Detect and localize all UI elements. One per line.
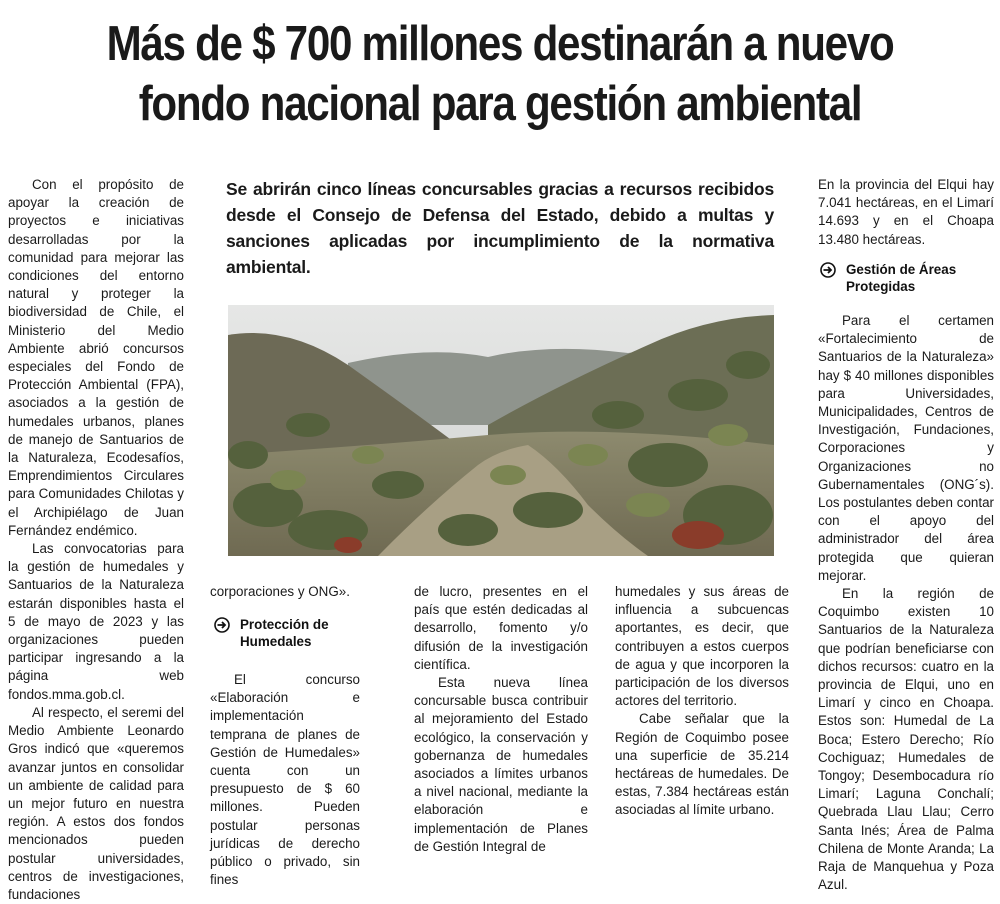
paragraph: Esta nueva línea concursable busca contribuir al mejoramiento del Estado ecológico, la conservación y gobernanza de humedales asociados a límites urbanos a nivel nacional, mediante la elaboración e implementación de Planes de Gestión Integral de: [414, 675, 588, 854]
paragraph: Las convocatorias para la gestión de humedales y Santuarios de la Naturaleza estarán disponibles hasta el 5 de mayo de 2023 y las organizaciones pueden participar ingresando a la página web fondos.mma.gob.cl.: [8, 541, 184, 702]
landscape-photo: [228, 305, 774, 556]
deck: Se abrirán cinco líneas concursables gracias a recursos recibidos desde el Consejo de Defensa del Estado, debido a multas y sanciones aplicadas por incumplimiento de la normativa ambiental.: [226, 179, 774, 277]
subheading-humedales: [214, 616, 354, 650]
column-4: [615, 583, 789, 820]
column-5-body: [818, 312, 994, 895]
paragraph: Al respecto, el seremi del Medio Ambiente Leonardo Gros indicó que «queremos avanzar juntos en consolidar un ambiente de calidad para un mejor futuro en nuestra región. A estos dos fondos mencionados pueden postular universidades, centros de investigaciones, fundaciones: [8, 704, 184, 902]
paragraph: Para el certamen «Fortalecimiento de Santuarios de la Naturaleza» hay $ 40 millones disponibles para Universidades, Municipalidades, Centros de Investigación, Fundaciones, Corporaciones y Organizaciones no Gubernamentales (ONG´s). Los postulantes deben contar con el apoyo del administrador del área protegida que quieran mejorar.: [818, 313, 994, 583]
paragraph: Cabe señalar que la Región de Coquimbo posee una superficie de 35.214 hectáreas de humedales. De estas, 7.384 hectáreas están asociadas al límite urbano.: [615, 711, 789, 818]
column-1: [8, 176, 184, 904]
subheading-areas-protegidas: [820, 261, 990, 295]
arrow-right-circle-icon: [214, 617, 230, 633]
column-5-top: [818, 176, 994, 249]
subheading-text: Gestión de Áreas Protegidas: [846, 262, 957, 294]
headline-line-2: fondo nacional para gestión ambiental: [138, 77, 862, 131]
paragraph: En la provincia del Elqui hay 7.041 hectáreas, en el Limarí 14.693 y en el Choapa 13.480 hectáreas.: [818, 177, 994, 247]
paragraph: de lucro, presentes en el país que estén dedicadas al desarrollo, fomento y/o difusión de la investigación científica.: [414, 584, 588, 672]
paragraph: humedales y sus áreas de influencia a subcuencas aportantes, es decir, que contribuyen a estos cuerpos de agua y que incorporen la participación de los diversos actores del territorio.: [615, 584, 789, 709]
column-2-body: [210, 671, 360, 889]
paragraph: Con el propósito de apoyar la creación de proyectos e iniciativas desarrolladas por la comunidad para mejorar las condiciones del entorno natural y proteger la biodiversidad de Chile, el Ministerio del Medio Ambiente abrió concursos especiales del Fondo de Protección Ambiental (FPA), asociados a la gestión de humedales urbanos, planes de manejo de Santuarios de la Naturaleza, Ecodesafíos, Emprendimientos Circulares para Comunidades Chilotas y el Archipiélago de Juan Fernández endémico.: [8, 177, 184, 538]
headline-line-1: Más de $ 700 millones destinarán a nuevo: [106, 17, 894, 71]
column-2: [210, 583, 360, 601]
column-3: [414, 583, 588, 856]
headline: [70, 14, 930, 134]
paragraph: corporaciones y ONG».: [210, 584, 350, 599]
subheading-text: Protección de Humedales: [240, 617, 329, 649]
paragraph: El concurso «Elaboración e implementación temprana de planes de Gestión de Humedales» cuenta con un presupuesto de $ 60 millones. Pueden postular personas jurídicas de derecho público o privado, sin fines: [210, 672, 360, 888]
paragraph: En la región de Coquimbo existen 10 Santuarios de la Naturaleza que podrían beneficiarse con dichos recursos: cuatro en la provincia de Elqui, uno en Limarí y cinco en Choapa. Estos son: Humedal de La Boca; Estero Derecho; Río Cochiguaz; Humedales de Tongoy; Desembocadura río Limarí; Laguna Conchalí; Quebrada Llau Llau; Cerro Santa Inés; Área de Palma Chilena de Monte Aranda; La Raja de Manquehua y Poza Azul.: [818, 586, 994, 893]
arrow-right-circle-icon: [820, 262, 836, 278]
